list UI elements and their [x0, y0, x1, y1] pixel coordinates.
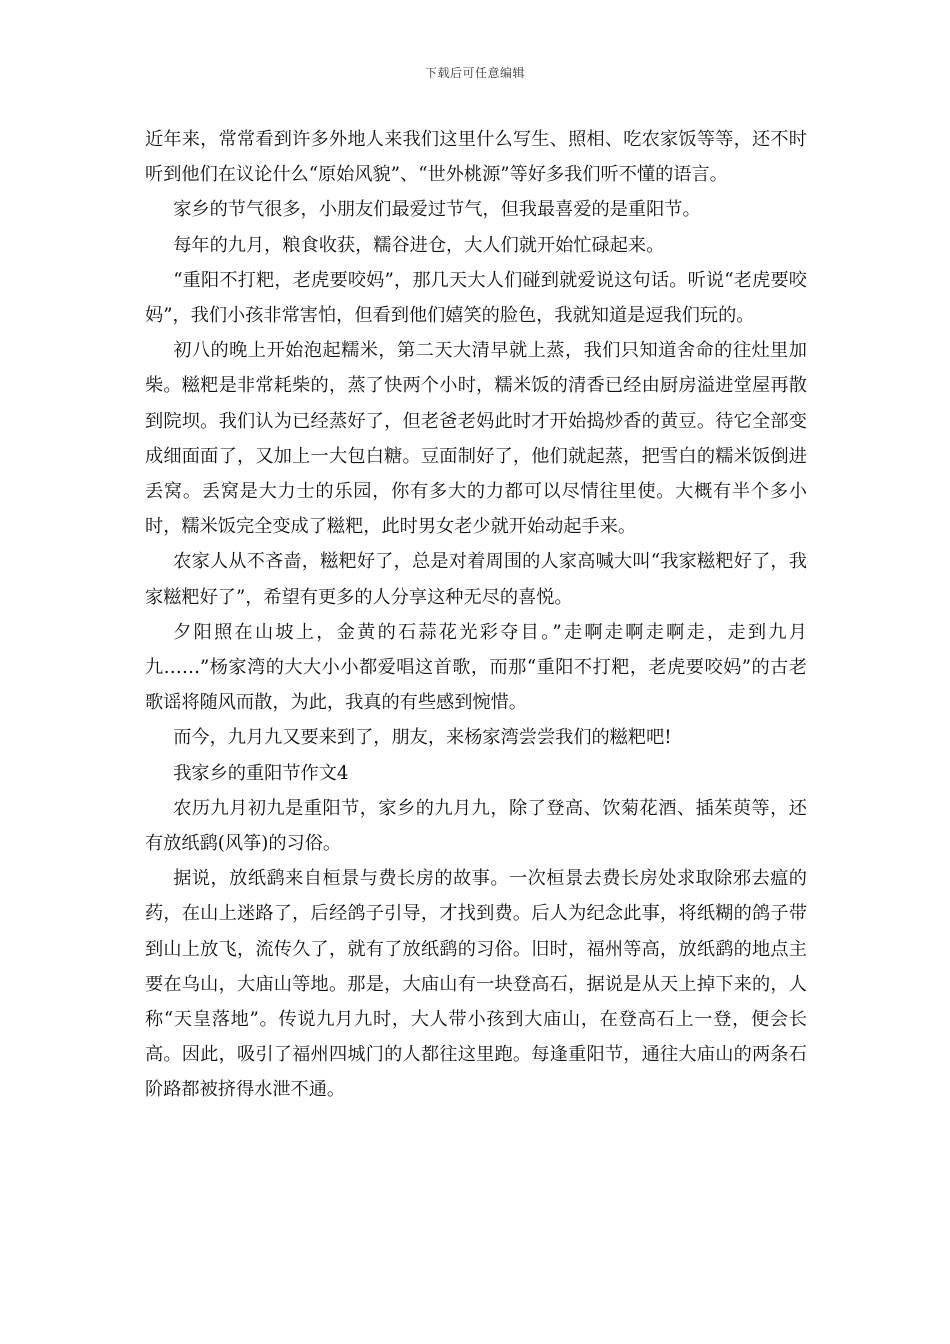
paragraph-11: 据说，放纸鹞来自桓景与费长房的故事。一次桓景去费长房处求取除邪去瘟的药，在山上迷路了，后经鸽子引导，才找到费。后人为纪念此事，将纸糊的鸽子带到山上放飞，流传久了，就有了放纸鹞的习俗。旧时，福州等高，放纸鹞的地点主要在乌山，大庙山等地。那是，大庙山有一块登高石，据说是从天上掉下来的，人称“天皇落地”。传说九月九时，大人带小孩到大庙山，在登高石上一登，便会长高。因此，吸引了福州四城门的人都往这里跑。每逢重阳节，通往大庙山的两条石阶路都被挤得水泄不通。: [145, 868, 807, 1101]
paragraph-2: 家乡的节气很多，小朋友们最爱过节气，但我最喜爱的是重阳节。: [173, 199, 701, 221]
paragraph-6: 农家人从不吝啬，糍粑好了，总是对着周围的人家高喊大叫“我家糍粑好了，我家糍粑好了”，希望有更多的人分享这种无尽的喜悦。: [145, 551, 807, 608]
paragraph-7: 夕阳照在山坡上，金黄的石蒜花光彩夺目。”走啊走啊走啊走，走到九月九……”杨家湾的大大小小都爱唱这首歌，而那“重阳不打粑，老虎要咬妈”的古老歌谣将随风而散，为此，我真的有些感到惋惜。: [145, 621, 807, 714]
paragraph-4: “重阳不打粑，老虎要咬妈”，那几天大人们碰到就爱说这句话。听说“老虎要咬妈”，我们小孩非常害怕，但看到他们嬉笑的脸色，我就知道是逗我们玩的。: [145, 269, 807, 327]
paragraph-1: 近年来，常常看到许多外地人来我们这里什么写生、照相、吃农家饭等等，还不时听到他们在议论什么“原始风貌”、“世外桃源”等好多我们听不懂的语言。: [145, 129, 807, 186]
paragraph-5: 初八的晚上开始泡起糯米，第二天大清早就上蒸，我们只知道舍命的往灶里加柴。糍粑是非常耗柴的，蒸了快两个小时，糯米饭的清香已经由厨房溢进堂屋再散到院坝。我们认为已经蒸好了，但老爸老妈此时才开始捣炒香的黄豆。待它全部变成细面面了，又加上一大包白糖。豆面制好了，他们就起蒸，把雪白的糯米饭倒进丢窝。丢窝是大力士的乐园，你有多大的力都可以尽情往里使。大概有半个多小时，糯米饭完全变成了糍粑，此时男女老少就开始动起手来。: [145, 340, 807, 538]
page-header-note: 下载后可任意编辑: [424, 66, 525, 80]
paragraph-10: 农历九月初九是重阳节，家乡的九月九，除了登高、饮菊花酒、插茱萸等，还有放纸鹞(风筝)的习俗。: [145, 797, 807, 855]
section-title: 我家乡的重阳节作文4: [173, 762, 349, 784]
document-body: [145, 122, 807, 1108]
paragraph-8: 而今，九月九又要来到了，朋友，来杨家湾尝尝我们的糍粑吧!: [173, 727, 672, 749]
paragraph-3: 每年的九月，粮食收获，糯谷进仓，大人们就开始忙碌起来。: [173, 234, 665, 256]
